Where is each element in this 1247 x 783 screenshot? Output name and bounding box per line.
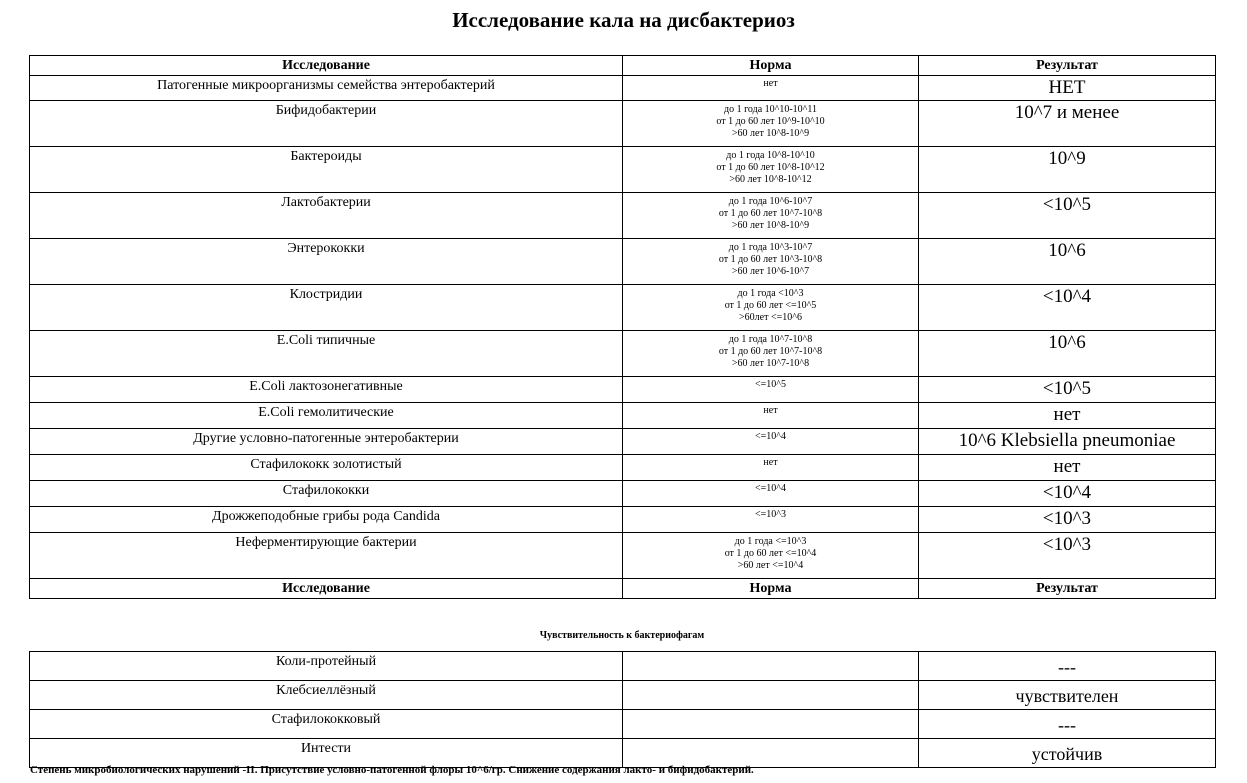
norm-cell [623, 331, 919, 377]
study-name-cell: Дрожжеподобные грибы рода Candida [30, 507, 623, 533]
study-name-cell: Неферментирующие бактерии [30, 533, 623, 579]
phage-norm-cell [623, 710, 919, 739]
study-name-cell: Клостридии [30, 285, 623, 331]
study-name-cell: E.Coli гемолитические [30, 403, 623, 429]
phage-norm-cell [623, 681, 919, 710]
table-row [30, 76, 1216, 101]
norm-line: до 1 года 10^7-10^8 [728, 334, 813, 345]
table-row [30, 455, 1216, 481]
table-row [30, 285, 1216, 331]
header-result: Результат [919, 56, 1216, 76]
phage-name-cell: Коли-протейный [30, 652, 623, 681]
phage-result-cell: --- [919, 652, 1216, 681]
norm-line: от 1 до 60 лет 10^8-10^12 [716, 162, 825, 173]
table-row [30, 403, 1216, 429]
result-cell: <10^3 [919, 507, 1216, 533]
table-footer-row [30, 579, 1216, 599]
phage-row [30, 652, 1216, 681]
table-row [30, 481, 1216, 507]
norm-line: от 1 до 60 лет 10^7-10^8 [718, 208, 823, 219]
conclusion-text: Степень микробиологических нарушений -II. Присутствие условно-патогенной флоры 10^6/гр. Снижение содержания лакто- и бифидобактерий. [30, 764, 754, 776]
table-header-row [30, 56, 1216, 76]
footer-study: Исследование [30, 579, 623, 599]
norm-line: от 1 до 60 лет <=10^5 [724, 300, 817, 311]
norm-line: нет [763, 78, 778, 89]
result-cell: нет [919, 455, 1216, 481]
phage-name-cell: Стафилококковый [30, 710, 623, 739]
norm-line: >60 лет 10^7-10^8 [731, 358, 810, 369]
norm-line: нет [763, 405, 778, 416]
table-row [30, 101, 1216, 147]
study-name-cell: Бифидобактерии [30, 101, 623, 147]
norm-line: до 1 года <=10^3 [734, 536, 807, 547]
result-cell: <10^3 [919, 533, 1216, 579]
study-name-cell: Стафилококки [30, 481, 623, 507]
norm-line: до 1 года <10^3 [737, 288, 804, 299]
table-row [30, 239, 1216, 285]
norm-line: <=10^4 [755, 431, 786, 442]
phage-result-cell: чувствителен [919, 681, 1216, 710]
table-row [30, 429, 1216, 455]
result-cell: 10^6 [919, 331, 1216, 377]
norm-cell [623, 76, 919, 101]
norm-line: >60 лет 10^8-10^9 [731, 128, 810, 139]
norm-cell [623, 481, 919, 507]
result-cell: <10^5 [919, 377, 1216, 403]
result-cell: <10^4 [919, 285, 1216, 331]
norm-cell [623, 507, 919, 533]
table-row [30, 193, 1216, 239]
norm-line: нет [763, 457, 778, 468]
norm-line: до 1 года 10^10-10^11 [723, 104, 818, 115]
result-cell: <10^5 [919, 193, 1216, 239]
norm-cell [623, 193, 919, 239]
result-cell: 10^6 [919, 239, 1216, 285]
norm-cell [623, 377, 919, 403]
norm-cell [623, 533, 919, 579]
norm-line: <=10^4 [755, 483, 786, 494]
norm-line: >60 лет <=10^4 [737, 560, 804, 571]
table-row [30, 331, 1216, 377]
footer-result: Результат [919, 579, 1216, 599]
table-row [30, 507, 1216, 533]
norm-cell [623, 429, 919, 455]
phage-row [30, 681, 1216, 710]
study-name-cell: Бактероиды [30, 147, 623, 193]
study-name-cell: Другие условно-патогенные энтеробактерии [30, 429, 623, 455]
phage-name-cell: Интести [30, 739, 623, 768]
norm-line: до 1 года 10^3-10^7 [728, 242, 813, 253]
norm-line: >60лет <=10^6 [739, 312, 802, 323]
result-cell: 10^6 Klebsiella pneumoniae [919, 429, 1216, 455]
header-norm: Норма [623, 56, 919, 76]
study-name-cell: E.Coli лактозонегативные [30, 377, 623, 403]
study-name-cell: E.Coli типичные [30, 331, 623, 377]
norm-line: от 1 до 60 лет 10^9-10^10 [716, 116, 825, 127]
table-row [30, 147, 1216, 193]
phage-section-title: Чувствительность к бактериофагам [539, 630, 705, 641]
result-cell: нет [919, 403, 1216, 429]
phage-name-cell: Клебсиеллёзный [30, 681, 623, 710]
result-cell: НЕТ [919, 76, 1216, 101]
study-name-cell: Энтерококки [30, 239, 623, 285]
study-name-cell: Стафилококк золотистый [30, 455, 623, 481]
norm-cell [623, 239, 919, 285]
norm-line: до 1 года 10^8-10^10 [726, 150, 815, 161]
phage-table [29, 651, 1216, 768]
study-name-cell: Патогенные микроорганизмы семейства энтеробактерий [30, 76, 623, 101]
page-title: Исследование кала на дисбактериоз [452, 8, 795, 32]
norm-line: >60 лет 10^8-10^12 [729, 174, 812, 185]
phage-row [30, 710, 1216, 739]
norm-line: от 1 до 60 лет <=10^4 [724, 548, 817, 559]
phage-result-cell: устойчив [919, 739, 1216, 768]
norm-cell [623, 101, 919, 147]
norm-line: от 1 до 60 лет 10^7-10^8 [718, 346, 823, 357]
study-name-cell: Лактобактерии [30, 193, 623, 239]
phage-norm-cell [623, 652, 919, 681]
result-cell: 10^9 [919, 147, 1216, 193]
norm-line: от 1 до 60 лет 10^3-10^8 [718, 254, 823, 265]
phage-result-cell: --- [919, 710, 1216, 739]
norm-cell [623, 147, 919, 193]
result-cell: 10^7 и менее [919, 101, 1216, 147]
norm-line: до 1 года 10^6-10^7 [728, 196, 813, 207]
results-table [29, 55, 1216, 599]
footer-norm: Норма [623, 579, 919, 599]
norm-line: <=10^3 [755, 509, 786, 520]
table-row [30, 377, 1216, 403]
table-row [30, 533, 1216, 579]
norm-line: >60 лет 10^6-10^7 [731, 266, 810, 277]
norm-line: >60 лет 10^8-10^9 [731, 220, 810, 231]
norm-cell [623, 403, 919, 429]
norm-line: <=10^5 [755, 379, 786, 390]
norm-cell [623, 285, 919, 331]
result-cell: <10^4 [919, 481, 1216, 507]
norm-cell [623, 455, 919, 481]
header-study: Исследование [30, 56, 623, 76]
